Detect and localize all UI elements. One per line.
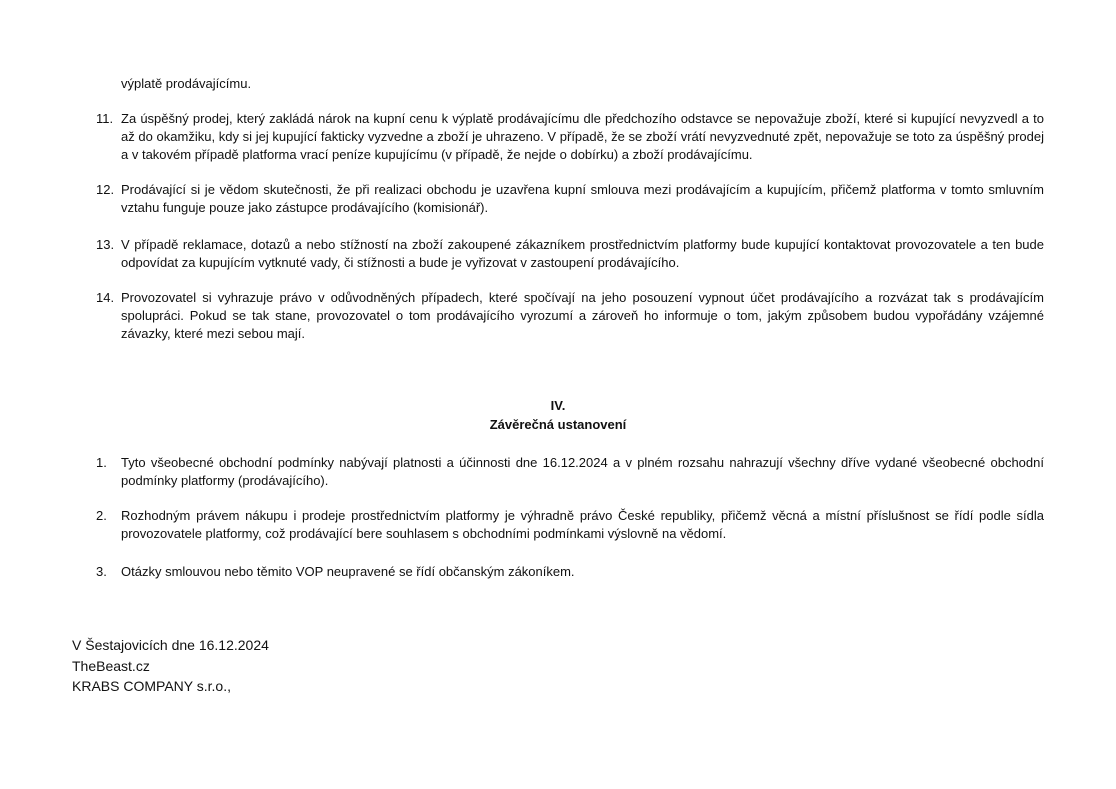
list-item-2 [96, 507, 1044, 543]
signature-company: KRABS COMPANY s.r.o., [72, 678, 231, 694]
list-item-12 [96, 181, 1044, 217]
item-text: Otázky smlouvou nebo těmito VOP neupravené se řídí občanským zákoníkem. [121, 564, 575, 579]
item-text: Prodávající si je vědom skutečnosti, že při realizaci obchodu je uzavřena kupní smlouva mezi prodávajícím a kupujícím, přičemž platforma v tomto smluvním vztahu funguje pouze jako zástupce prodávajícího (komisionář). [121, 182, 1044, 215]
continuation-text: výplatě prodávajícímu. [121, 76, 252, 91]
item-text: V případě reklamace, dotazů a nebo stížností na zboží zakoupené zákazníkem prostřednictvím platformy bude kupující kontaktovat provozovatele a ten bude odpovídat za kupujícím vytknuté vady, či stížnosti a bude je vyřizovat v zastoupení prodávajícího. [121, 237, 1044, 270]
list-item-1 [96, 454, 1044, 490]
item-number: 1. [96, 455, 107, 470]
item-number: 12. [96, 182, 115, 197]
item-number: 13. [96, 237, 115, 252]
signature-place-date: V Šestajovicích dne 16.12.2024 [72, 637, 269, 653]
list-item-3 [96, 563, 1044, 581]
list-item-13 [96, 236, 1044, 272]
item-number: 11. [96, 111, 114, 126]
section-title: Závěrečná ustanovení [489, 417, 627, 432]
item-text: Provozovatel si vyhrazuje právo v odůvodněných případech, které spočívají na jeho posouzení vypnout účet prodávajícího a rozvázat tak s prodávajícím spolupráci. Pokud se tak stane, provozovatel o tom prodávajícího vyrozumí a zároveň ho informuje o tom, jakým způsobem budou vypořádány vzájemné závazky, které mezi sebou mají. [121, 290, 1044, 341]
item-number: 3. [96, 564, 107, 579]
item-text: Tyto všeobecné obchodní podmínky nabývají platnosti a účinnosti dne 16.12.2024 a v plném rozsahu nahrazují všechny dříve vydané všeobecné obchodní podmínky platformy (prodávajícího). [121, 455, 1044, 488]
signature-brand: TheBeast.cz [72, 658, 150, 674]
list-item-14 [96, 289, 1044, 343]
item-number: 2. [96, 508, 107, 523]
list-item-11 [96, 110, 1044, 164]
item-text: Rozhodným právem nákupu i prodeje prostřednictvím platformy je výhradně právo České republiky, přičemž věcná a místní příslušnost se řídí podle sídla provozovatele platformy, což prodávající bere souhlasem s obchodními podmínkami výslovně na vědomí. [121, 508, 1044, 541]
section-numeral: IV. [550, 398, 566, 413]
item-text: Za úspěšný prodej, který zakládá nárok na kupní cenu k výplatě prodávajícímu dle předchozího odstavce se nepovažuje zboží, které si kupující nevyzvedl a to až do okamžiku, kdy si jej kupující fakticky vyzvedne a zboží je uhrazeno. V případě, že se zboží vrátí nevyzvednuté zpět, nepovažuje se toto za úspěšný prodej a v takovém případě platforma vrací peníze kupujícímu (v případě, že nejde o dobírku) a zboží prodávajícímu. [121, 111, 1044, 162]
item-number: 14. [96, 290, 115, 305]
